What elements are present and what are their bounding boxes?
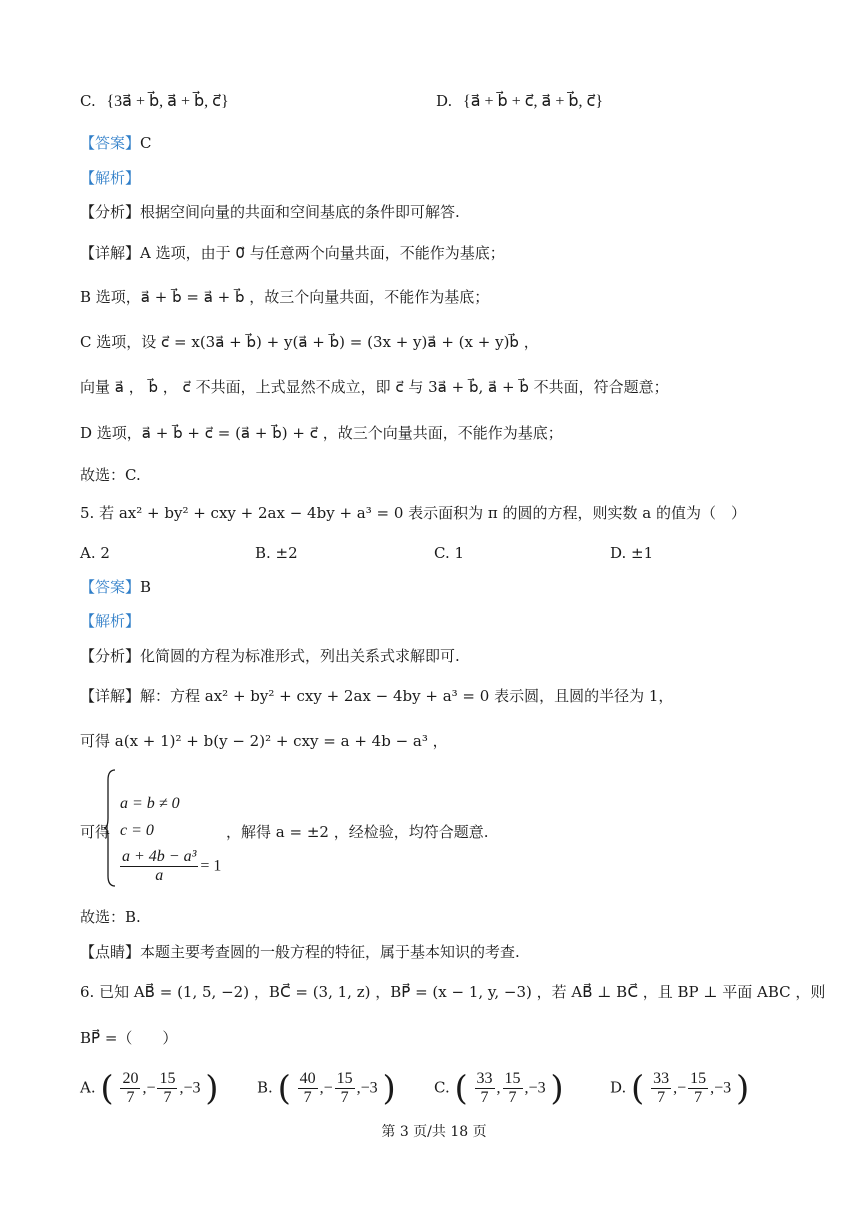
detail-tag: 【详解】 (80, 244, 141, 262)
option-label: B. (257, 1078, 273, 1097)
q4-choose: 故选：C. (80, 466, 141, 484)
answer-value: C (140, 134, 152, 152)
eq-text: a = b ≠ 0 (120, 795, 180, 812)
fraction-denominator: a (155, 867, 164, 884)
q5-detail-line2: 可得 a(x + 1)² + b(y − 2)² + cxy = a + 4b − a³ ， (80, 732, 448, 750)
q4-analysis-tag: 【解析】 (80, 169, 141, 187)
fraction (120, 1070, 140, 1107)
fraction (503, 1070, 523, 1107)
q5-dianjing (80, 942, 520, 962)
option-label: A. (80, 1078, 96, 1097)
q5-option-a: A. 2 (80, 544, 110, 562)
q4-detail-line3: C 选项，设 c⃗ = x(3a⃗ + b⃗) + y(a⃗ + b⃗) = (3x + y)a⃗ + (x + y)b⃗ ， (80, 333, 539, 351)
fraction (651, 1070, 671, 1107)
answer-tag: 【答案】 (80, 578, 141, 596)
left-brace-icon (103, 768, 117, 888)
q6-option-b: B. ( $\frac{40}{7}$ ,− $\frac{15}{7}$ ,−3 ) (257, 1068, 396, 1109)
detail-tag: 【详解】 (80, 687, 141, 705)
fraction-numerator: 33 (476, 1070, 493, 1087)
answer-value: B (140, 578, 152, 596)
fraction-numerator: a + 4b − a³ (122, 848, 197, 865)
q5-system-suffix: ，解得 a = ±2 ，经检验，均符合题意. (226, 823, 489, 841)
sign: − (323, 1079, 333, 1097)
q4-option-c (80, 90, 229, 113)
q4-detail-line4: 向量 a⃗ ， b⃗ ， c⃗ 不共面，上式显然不成立，即 c⃗ 与 3a⃗ + b⃗, a⃗ + b⃗ 不共面，符合题意； (80, 378, 669, 396)
sign: − (677, 1079, 687, 1097)
q5-option-b: B. ±2 (255, 544, 298, 562)
q6-option-c: C. ( $\frac{33}{7}$ , $\frac{15}{7}$ ,−3 ) (434, 1068, 564, 1109)
fraction-denominator: 7 (657, 1089, 666, 1106)
fraction (157, 1070, 177, 1107)
option-label: D. (436, 92, 453, 110)
fraction-numerator: 20 (122, 1070, 139, 1087)
tail-value: −3 (183, 1079, 201, 1097)
q5-system-prefix: 可得 (80, 823, 111, 841)
q4-detail-line1 (80, 243, 505, 263)
eq-rhs: = 1 (200, 857, 222, 875)
fraction-numerator: 15 (159, 1070, 176, 1087)
fraction-numerator: 40 (299, 1070, 316, 1087)
q5-fenxi (80, 646, 460, 666)
fenxi-tag: 【分析】 (80, 203, 141, 221)
tail-value: −3 (360, 1079, 378, 1097)
q4-option-d (436, 90, 603, 113)
sign: − (146, 1079, 156, 1097)
q6-stem: 6. 已知 AB⃗ = (1, 5, −2) ，BC⃗ = (3, 1, z) ，BP⃗ = (x − 1, y, −3) ，若 AB⃗ ⊥ BC⃗ ，且 BP ⊥ 平面 ABC ，则 (80, 983, 826, 1001)
fraction (298, 1070, 318, 1107)
fenxi-text: 化简圆的方程为标准形式，列出关系式求解即可. (140, 647, 460, 665)
page-footer: 第 3 页/共 18 页 (381, 1124, 487, 1140)
fraction-numerator: 15 (690, 1070, 707, 1087)
q5-choose: 故选：B. (80, 908, 141, 926)
q4-detail-line2: B 选项，a⃗ + b⃗ = a⃗ + b⃗ ，故三个向量共面，不能作为基底； (80, 288, 490, 306)
q5-answer (80, 577, 151, 597)
option-label: D. (610, 1078, 627, 1097)
fraction (688, 1070, 708, 1107)
fraction-denominator: 7 (163, 1089, 172, 1106)
q5-detail-line1 (80, 686, 673, 706)
option-content: {3a⃗ + b⃗, a⃗ + b⃗, c⃗} (106, 93, 229, 110)
fenxi-text: 根据空间向量的共面和空间基底的条件即可解答. (140, 203, 460, 221)
q6-option-d: D. ( $\frac{33}{7}$ ,− $\frac{15}{7}$ ,−3 ) (610, 1068, 750, 1109)
detail-text: 解：方程 ax² + by² + cxy + 2ax − 4by + a³ = 0 表示圆，且圆的半径为 1， (140, 687, 674, 705)
answer-tag: 【答案】 (80, 134, 141, 152)
q5-option-c: C. 1 (434, 544, 465, 562)
fraction-numerator: 15 (336, 1070, 353, 1087)
fraction-denominator: 7 (508, 1089, 517, 1106)
q5-system-eq1 (120, 793, 180, 814)
fenxi-tag: 【分析】 (80, 647, 141, 665)
eq-text: c = 0 (120, 822, 154, 839)
q6-option-a: A. ( $\frac{20}{7}$ ,− $\frac{15}{7}$ ,−3 ) (80, 1068, 219, 1109)
dianjing-tag: 【点睛】 (80, 943, 141, 961)
option-label: C. (80, 92, 96, 110)
q5-stem: 5. 若 ax² + by² + cxy + 2ax − 4by + a³ = 0 表示面积为 π 的圆的方程，则实数 a 的值为（ ） (80, 504, 747, 522)
fraction-denominator: 7 (694, 1089, 703, 1106)
fraction-numerator: 15 (504, 1070, 521, 1087)
tail-value: −3 (528, 1079, 546, 1097)
fraction (335, 1070, 355, 1107)
fraction-denominator: 7 (480, 1089, 489, 1106)
q6-stem2: BP⃗ =（ ） (80, 1029, 178, 1047)
q5-system-eq2 (120, 820, 154, 841)
fraction-numerator: 33 (653, 1070, 670, 1087)
fraction (120, 848, 198, 885)
q5-option-d: D. ±1 (610, 544, 654, 562)
fraction-denominator: 7 (340, 1089, 349, 1106)
dianjing-text: 本题主要考查圆的一般方程的特征，属于基本知识的考查. (140, 943, 520, 961)
q5-analysis-tag: 【解析】 (80, 612, 141, 630)
option-label: C. (434, 1078, 450, 1097)
system-brace (103, 768, 117, 888)
q4-fenxi (80, 202, 460, 222)
detail-text: A 选项，由于 0⃗ 与任意两个向量共面，不能作为基底； (140, 244, 505, 262)
q4-answer (80, 133, 152, 153)
tail-value: −3 (714, 1079, 732, 1097)
q5-system-eq3 (118, 848, 221, 885)
fraction (475, 1070, 495, 1107)
option-content: {a⃗ + b⃗ + c⃗, a⃗ + b⃗, c⃗} (463, 93, 603, 110)
fraction-denominator: 7 (303, 1089, 312, 1106)
q4-detail-line5: D 选项，a⃗ + b⃗ + c⃗ = (a⃗ + b⃗) + c⃗ ，故三个向量共面，不能作为基底； (80, 424, 563, 442)
fraction-denominator: 7 (126, 1089, 135, 1106)
